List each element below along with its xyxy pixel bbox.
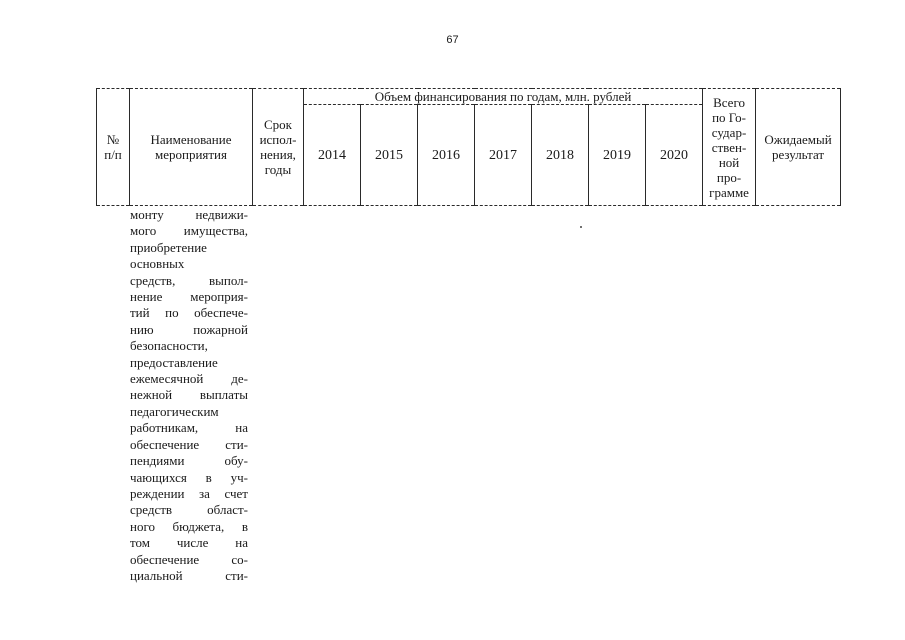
- financing-table: [96, 88, 841, 206]
- description-line: чающихся в уч-: [130, 469, 248, 485]
- description-line: обеспечение сти-: [130, 436, 248, 452]
- scan-speck: [580, 226, 582, 228]
- header-year-2015: 2015: [361, 105, 418, 206]
- description-line: приобретение: [130, 239, 207, 255]
- header-year-2016: 2016: [418, 105, 475, 206]
- header-year-2020: 2020: [646, 105, 703, 206]
- description-line: нию пожарной: [130, 321, 248, 337]
- header-result-text: Ожидаемый результат: [764, 132, 832, 162]
- description-line: основных: [130, 256, 185, 272]
- header-total: Всего по Го- судар- ствен- ной про- грамме: [703, 89, 756, 206]
- header-year-2014: 2014: [304, 105, 361, 206]
- description-line: монту недвижи-: [130, 207, 248, 222]
- header-result: [756, 89, 841, 206]
- header-term: [253, 89, 304, 206]
- measure-description: [130, 207, 248, 584]
- description-line: циальной сти-: [130, 567, 248, 583]
- description-line: предоставление: [130, 354, 218, 370]
- header-year-2017: 2017: [475, 105, 532, 206]
- description-line: мого имущества,: [130, 223, 248, 239]
- page-number: 67: [446, 34, 459, 46]
- description-line: педагогическим: [130, 403, 219, 419]
- description-line: ежемесячной де-: [130, 371, 248, 387]
- description-line: средств, выпол-: [130, 272, 248, 288]
- description-line: безопасности,: [130, 338, 208, 354]
- header-financing-group: Объем финансирования по годам, млн. рублей: [304, 89, 703, 105]
- description-line: работникам, на: [130, 420, 248, 436]
- header-year-2019: 2019: [589, 105, 646, 206]
- header-name-text: Наименование мероприятия: [150, 132, 232, 162]
- description-line: обеспечение со-: [130, 551, 248, 567]
- description-line: пендиями обу-: [130, 453, 248, 469]
- header-name: [130, 89, 253, 206]
- description-line: реждении за счет: [130, 485, 248, 501]
- description-line: том числе на: [130, 535, 248, 551]
- description-line: нение мероприя-: [130, 289, 248, 305]
- description-line: тий по обеспече-: [130, 305, 248, 321]
- header-num: [97, 89, 130, 206]
- description-line: нежной выплаты: [130, 387, 248, 403]
- header-num-text: № п/п: [104, 132, 122, 162]
- header-year-2018: 2018: [532, 105, 589, 206]
- header-term-text: Срок испол- нения, годы: [259, 117, 297, 177]
- description-line: средств област-: [130, 502, 248, 518]
- description-line: ного бюджета, в: [130, 518, 248, 534]
